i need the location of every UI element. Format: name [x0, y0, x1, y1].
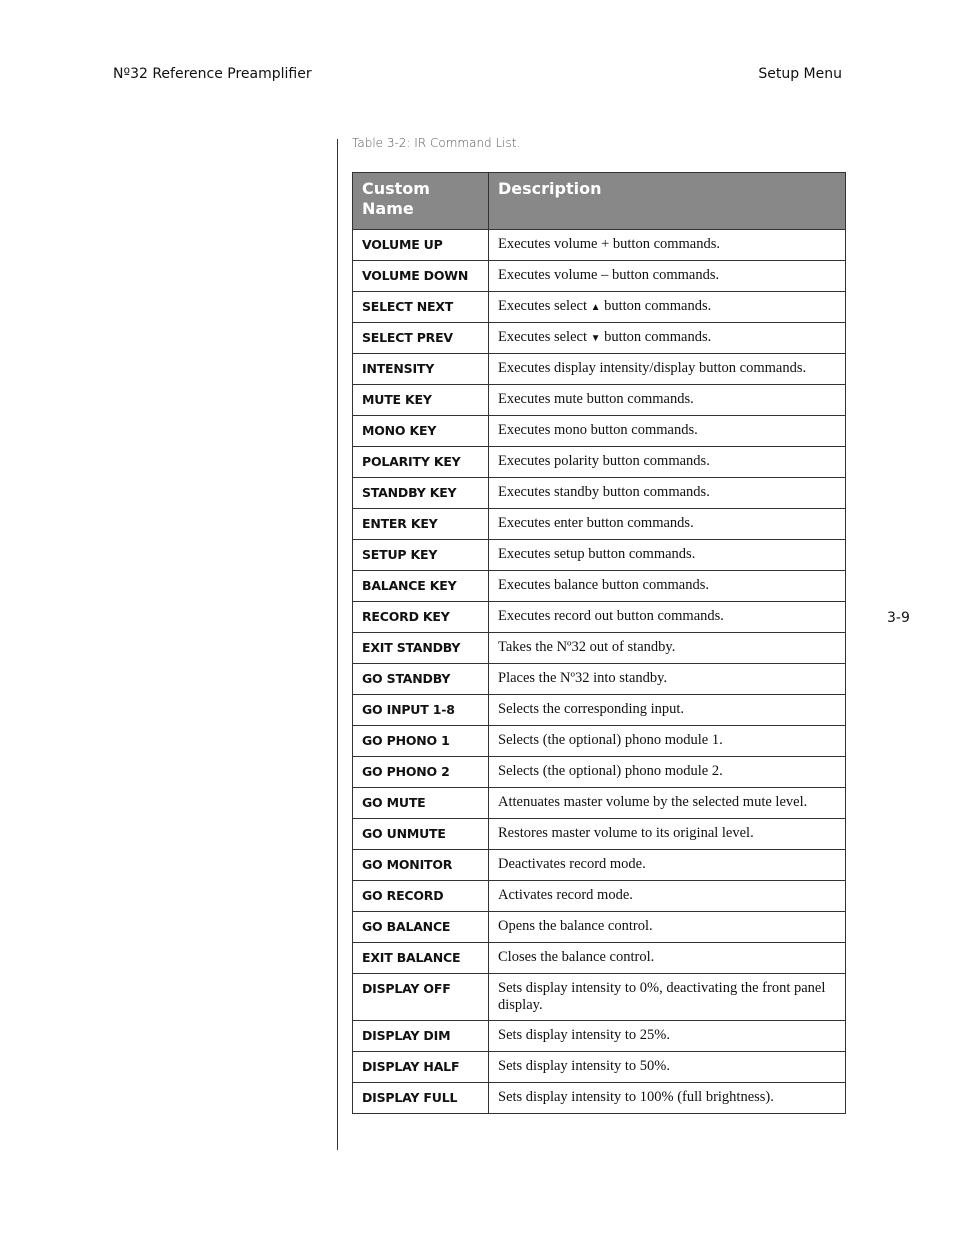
command-name: EXIT STANDBY [353, 633, 489, 664]
command-description: Deactivates record mode. [489, 850, 846, 881]
command-description: Executes balance button commands. [489, 571, 846, 602]
command-name: DISPLAY OFF [353, 974, 489, 1021]
table-header-row [353, 173, 846, 230]
table-body [353, 230, 846, 1114]
command-description [489, 292, 846, 323]
table-row [353, 881, 846, 912]
command-description: Executes setup button commands. [489, 540, 846, 571]
command-description: Executes mono button commands. [489, 416, 846, 447]
triangle-up-icon: ▲ [590, 302, 601, 313]
table-row [353, 974, 846, 1021]
table-row [353, 757, 846, 788]
command-description: Executes enter button commands. [489, 509, 846, 540]
table-row [353, 323, 846, 354]
command-description: Activates record mode. [489, 881, 846, 912]
command-description [489, 323, 846, 354]
command-name: GO MONITOR [353, 850, 489, 881]
table-row [353, 788, 846, 819]
command-name: GO PHONO 1 [353, 726, 489, 757]
table-row [353, 571, 846, 602]
command-name: STANDBY KEY [353, 478, 489, 509]
command-name: GO BALANCE [353, 912, 489, 943]
command-name: RECORD KEY [353, 602, 489, 633]
command-description: Opens the balance control. [489, 912, 846, 943]
command-description: Selects (the optional) phono module 1. [489, 726, 846, 757]
command-description: Sets display intensity to 25%. [489, 1021, 846, 1052]
command-description: Attenuates master volume by the selected mute level. [489, 788, 846, 819]
command-name: POLARITY KEY [353, 447, 489, 478]
table-row [353, 602, 846, 633]
command-description: Sets display intensity to 0%, deactivating the front panel display. [489, 974, 846, 1021]
command-name: VOLUME UP [353, 230, 489, 261]
triangle-down-icon: ▼ [590, 333, 601, 344]
command-description: Executes record out button commands. [489, 602, 846, 633]
command-name: MONO KEY [353, 416, 489, 447]
page-number: 3-9 [887, 610, 910, 626]
table-row [353, 292, 846, 323]
command-name: DISPLAY HALF [353, 1052, 489, 1083]
table-row [353, 509, 846, 540]
command-description: Executes display intensity/display button commands. [489, 354, 846, 385]
running-header-section: Setup Menu [758, 66, 842, 82]
table-row [353, 385, 846, 416]
command-description: Executes polarity button commands. [489, 447, 846, 478]
description-text: Executes select [498, 329, 587, 345]
table-row [353, 819, 846, 850]
table-row [353, 912, 846, 943]
column-header-description: Description [489, 173, 846, 230]
table-row [353, 1083, 846, 1114]
command-name: MUTE KEY [353, 385, 489, 416]
command-description: Selects the corresponding input. [489, 695, 846, 726]
table-row [353, 1021, 846, 1052]
command-description: Executes standby button commands. [489, 478, 846, 509]
description-text: button commands. [604, 329, 712, 345]
command-description: Selects (the optional) phono module 2. [489, 757, 846, 788]
command-name: SELECT NEXT [353, 292, 489, 323]
command-name: INTENSITY [353, 354, 489, 385]
column-header-custom-name: Custom Name [353, 173, 489, 230]
command-name: DISPLAY DIM [353, 1021, 489, 1052]
command-description: Executes volume + button commands. [489, 230, 846, 261]
table-caption: Table 3-2: IR Command List. [352, 136, 521, 150]
command-description: Executes mute button commands. [489, 385, 846, 416]
table-row [353, 850, 846, 881]
command-description: Sets display intensity to 100% (full brightness). [489, 1083, 846, 1114]
command-name: GO RECORD [353, 881, 489, 912]
table-row [353, 354, 846, 385]
margin-rule [337, 139, 338, 1150]
table-row [353, 540, 846, 571]
table-row [353, 664, 846, 695]
table-row [353, 478, 846, 509]
command-description: Restores master volume to its original level. [489, 819, 846, 850]
command-name: GO MUTE [353, 788, 489, 819]
command-name: SELECT PREV [353, 323, 489, 354]
table-row [353, 1052, 846, 1083]
command-name: GO INPUT 1-8 [353, 695, 489, 726]
command-description: Closes the balance control. [489, 943, 846, 974]
description-text: Executes select [498, 298, 587, 314]
table-row [353, 230, 846, 261]
command-description: Sets display intensity to 50%. [489, 1052, 846, 1083]
table-row [353, 633, 846, 664]
command-name: GO STANDBY [353, 664, 489, 695]
command-description: Executes volume – button commands. [489, 261, 846, 292]
command-name: EXIT BALANCE [353, 943, 489, 974]
command-name: ENTER KEY [353, 509, 489, 540]
command-name: GO PHONO 2 [353, 757, 489, 788]
ir-command-table [352, 172, 846, 1114]
command-name: VOLUME DOWN [353, 261, 489, 292]
command-description: Places the Nº32 into standby. [489, 664, 846, 695]
description-text: button commands. [604, 298, 712, 314]
command-name: BALANCE KEY [353, 571, 489, 602]
command-name: SETUP KEY [353, 540, 489, 571]
table-row [353, 726, 846, 757]
table-row [353, 416, 846, 447]
table-row [353, 695, 846, 726]
running-header-title: Nº32 Reference Preamplifier [113, 66, 312, 82]
command-description: Takes the Nº32 out of standby. [489, 633, 846, 664]
table-row [353, 943, 846, 974]
command-name: GO UNMUTE [353, 819, 489, 850]
command-name: DISPLAY FULL [353, 1083, 489, 1114]
table-row [353, 261, 846, 292]
table-row [353, 447, 846, 478]
